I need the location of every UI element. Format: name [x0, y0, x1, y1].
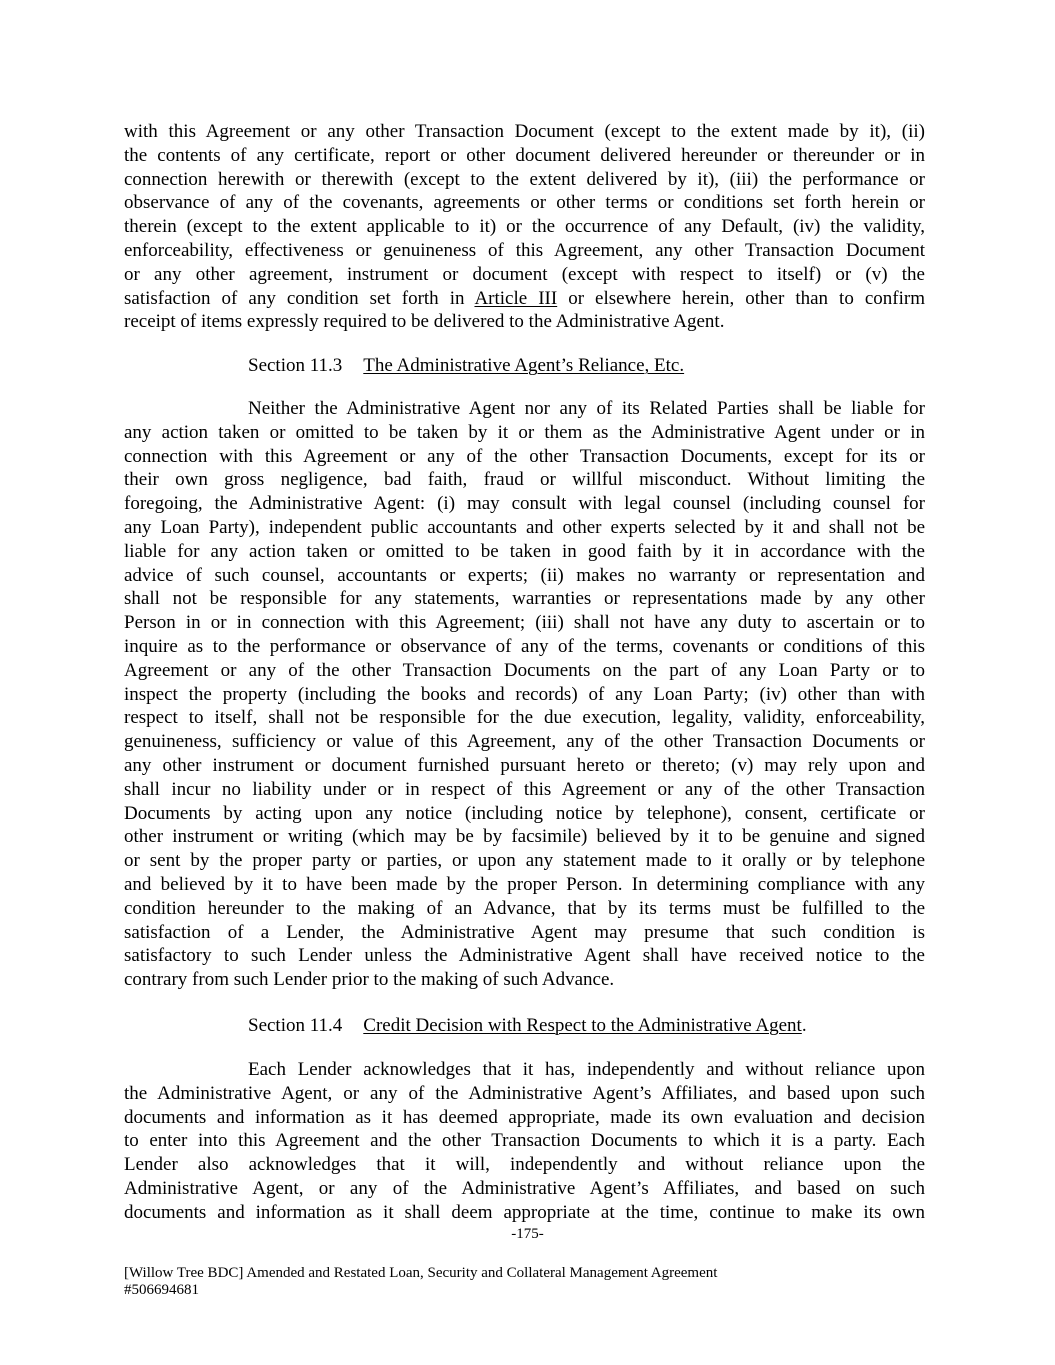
text-line: their own gross negligence, bad faith, fraud or willful misconduct. Without limiting the	[124, 469, 925, 491]
section-number: Section 11.3	[248, 355, 343, 376]
paragraph-continued	[124, 120, 925, 334]
text-line: or any other agreement, instrument or document (except with respect to itself) or (v) the	[124, 263, 925, 285]
text-line: inspect the property (including the books and records) of any Loan Party; (iv) other than with	[124, 683, 925, 705]
text-segment: or elsewhere herein, other than to confirm	[557, 287, 925, 309]
text-line: advice of such counsel, accountants or experts; (ii) makes no warranty or representation and	[124, 564, 925, 586]
text-line: shall not be responsible for any statements, warranties or representations made by any other	[124, 588, 925, 610]
text-line: the contents of any certificate, report or other document delivered hereunder or thereunder or in	[124, 144, 925, 166]
text-line: Documents by acting upon any notice (including notice by telephone), consent, certificate or	[124, 802, 925, 824]
text-line: Agreement or any of the other Transaction Documents on the part of any Loan Party or to	[124, 659, 925, 681]
document-footer	[124, 1265, 717, 1298]
paragraph-reliance	[124, 397, 925, 992]
text-line: liable for any action taken or omitted to be taken in good faith by it in accordance with the	[124, 540, 925, 562]
section-heading-11-3	[248, 354, 684, 378]
text-line: foregoing, the Administrative Agent: (i) may consult with legal counsel (including counsel for	[124, 493, 925, 515]
text-line: condition hereunder to the making of an Advance, that by its terms must be fulfilled to the	[124, 897, 925, 919]
section-title: Credit Decision with Respect to the Administrative Agent	[363, 1015, 802, 1036]
text-line	[124, 287, 925, 311]
footer-title: [Willow Tree BDC] Amended and Restated Loan, Security and Collateral Management Agreement	[124, 1265, 718, 1281]
text-line: connection herewith or therewith (except to the extent delivered by it), (iii) the performance or	[124, 168, 925, 190]
text-line: Neither the Administrative Agent nor any of its Related Parties shall be liable for	[248, 398, 925, 419]
section-heading-11-4	[248, 1014, 807, 1038]
section-title-period: .	[801, 1015, 807, 1036]
cross-reference-link: Article III	[474, 287, 558, 309]
footer-doc-id: #506694681	[124, 1281, 199, 1298]
text-line: satisfactory to such Lender unless the Administrative Agent shall have received notice to the	[124, 945, 925, 967]
text-line: observance of any of the covenants, agreements or other terms or conditions set forth herein or	[124, 192, 925, 214]
text-line: the Administrative Agent, or any of the Administrative Agent’s Affiliates, and based upon such	[124, 1082, 925, 1104]
text-line: any Loan Party), independent public accountants and other experts selected by it and shall not be	[124, 516, 925, 538]
text-line: therein (except to the extent applicable to it) or the occurrence of any Default, (iv) the validity,	[124, 216, 925, 238]
text-line: and believed by it to have been made by the proper Person. In determining compliance with any	[124, 873, 925, 895]
text-line: with this Agreement or any other Transaction Document (except to the extent made by it), (ii)	[124, 121, 925, 142]
text-line: Lender also acknowledges that it will, independently and without reliance upon the	[124, 1154, 925, 1176]
text-line: enforceability, effectiveness or genuineness of this Agreement, any other Transaction Document	[124, 239, 925, 261]
text-line: satisfaction of a Lender, the Administrative Agent may presume that such condition is	[124, 921, 925, 943]
text-line: inquire as to the performance or observance of any of the terms, covenants or conditions of this	[124, 635, 925, 657]
text-line: to enter into this Agreement and the other Transaction Documents to which it is a party. Each	[124, 1130, 925, 1152]
page-number: -175-	[511, 1226, 544, 1242]
text-line: connection with this Agreement or any of the other Transaction Documents, except for its or	[124, 445, 925, 467]
text-line: or sent by the proper party or parties, or upon any statement made to it orally or by telephone	[124, 850, 925, 872]
text-line: genuineness, sufficiency or value of this Agreement, any of the other Transaction Documents or	[124, 731, 925, 753]
text-line: Person in or in connection with this Agreement; (iii) shall not have any duty to ascertain or to	[124, 612, 925, 634]
text-line: contrary from such Lender prior to the making of such Advance.	[124, 969, 615, 991]
section-number: Section 11.4	[248, 1015, 343, 1036]
text-segment: satisfaction of any condition set forth in	[124, 287, 475, 309]
text-line: shall incur no liability under or in respect of this Agreement or any of the other Transaction	[124, 778, 925, 800]
text-line: any action taken or omitted to be taken by it or them as the Administrative Agent under or in	[124, 421, 925, 443]
text-line: receipt of items expressly required to be delivered to the Administrative Agent.	[124, 311, 725, 333]
section-title: The Administrative Agent’s Reliance, Etc.	[363, 355, 685, 376]
text-line: Administrative Agent, or any of the Administrative Agent’s Affiliates, and based on such	[124, 1177, 925, 1199]
text-line: documents and information as it shall deem appropriate at the time, continue to make its own	[124, 1201, 925, 1223]
text-line: any other instrument or document furnished pursuant hereto or thereto; (v) may rely upon and	[124, 754, 925, 776]
text-line: other instrument or writing (which may be by facsimile) believed by it to be genuine and signed	[124, 826, 925, 848]
paragraph-credit-decision	[124, 1058, 925, 1225]
text-line: respect to itself, shall not be responsible for the due execution, legality, validity, enforceability,	[124, 707, 925, 729]
text-line: documents and information as it has deemed appropriate, made its own evaluation and decision	[124, 1106, 925, 1128]
text-line: Each Lender acknowledges that it has, independently and without reliance upon	[248, 1059, 925, 1080]
